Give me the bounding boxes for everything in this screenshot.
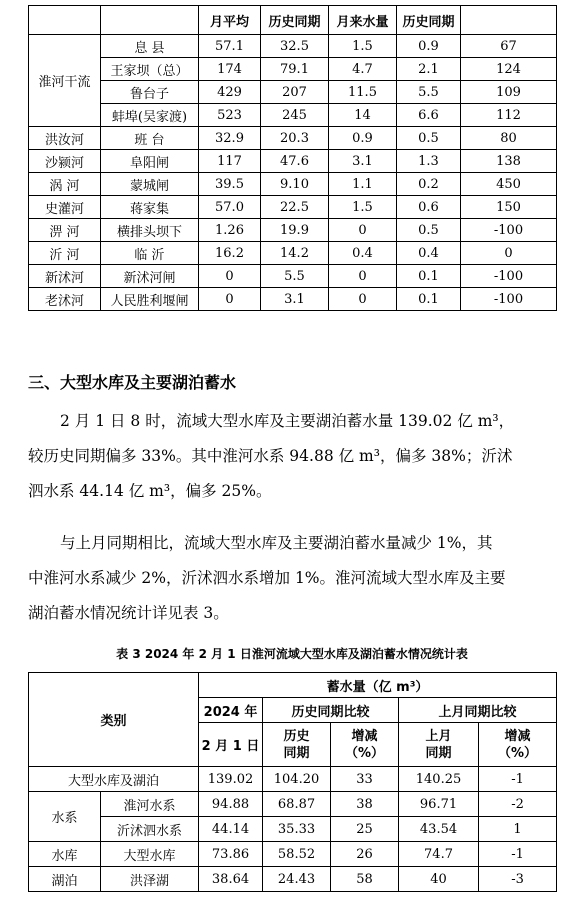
station-cell: 临 沂 — [101, 242, 199, 265]
reservoir-table — [28, 672, 557, 892]
table-row — [29, 127, 557, 150]
value-cell: 43.54 — [399, 817, 479, 842]
river-cell: 沂 河 — [29, 242, 101, 265]
value-cell: 150 — [461, 196, 557, 219]
value-cell: 14.2 — [261, 242, 329, 265]
value-cell: 0.5 — [397, 219, 461, 242]
river-group-cell: 淮河干流 — [29, 35, 101, 127]
header-cell: 历史同期 — [397, 6, 461, 35]
change-header-text: 增减（%） — [344, 728, 385, 761]
river-cell: 史灌河 — [29, 196, 101, 219]
value-cell: 6.6 — [397, 104, 461, 127]
hist-header-text: 历史同期 — [283, 728, 310, 761]
paragraph-comparison — [28, 526, 560, 631]
header-cell: 月平均 — [199, 6, 261, 35]
station-cell: 息 县 — [101, 35, 199, 58]
value-cell: 0.4 — [397, 242, 461, 265]
text-line: 较历史同期偏多 33%。其中淮河水系 94.88 亿 m³，偏多 38%；沂沭 — [28, 447, 513, 465]
value-cell: 40 — [399, 867, 479, 892]
value-cell: 68.87 — [263, 792, 331, 817]
value-cell: 9.10 — [261, 173, 329, 196]
value-cell: 14 — [329, 104, 397, 127]
text-line: 2 月 1 日 8 时，流域大型水库及主要湖泊蓄水量 139.02 亿 m³， — [60, 412, 515, 430]
table-row — [29, 767, 557, 792]
header-cell — [101, 6, 199, 35]
value-cell: 139.02 — [199, 767, 263, 792]
table-row — [29, 58, 557, 81]
header-cell — [461, 6, 557, 35]
value-cell: 5.5 — [261, 265, 329, 288]
value-cell: -3 — [479, 867, 557, 892]
storage-header: 蓄水量（亿 m³） — [199, 673, 557, 698]
value-cell: -100 — [461, 288, 557, 311]
value-cell: 94.88 — [199, 792, 263, 817]
hist-compare-header: 历史同期比较 — [263, 698, 399, 723]
value-cell: 47.6 — [261, 150, 329, 173]
value-cell: 57.0 — [199, 196, 261, 219]
value-cell: 0.2 — [397, 173, 461, 196]
value-cell: 79.1 — [261, 58, 329, 81]
table-row — [29, 196, 557, 219]
flow-table-header — [29, 6, 557, 35]
value-cell: 67 — [461, 35, 557, 58]
table-row — [29, 792, 557, 817]
row-label: 湖泊 — [29, 867, 101, 892]
station-cell: 蒙城闸 — [101, 173, 199, 196]
table-row — [29, 288, 557, 311]
value-cell: 0.1 — [397, 288, 461, 311]
station-cell: 蚌埠(吴家渡) — [101, 104, 199, 127]
row-sublabel: 淮河水系 — [101, 792, 199, 817]
date-header: 2 月 1 日 — [199, 723, 263, 767]
value-cell: 33 — [331, 767, 399, 792]
value-cell: 20.3 — [261, 127, 329, 150]
table-row — [29, 817, 557, 842]
table-row — [29, 219, 557, 242]
value-cell: 140.25 — [399, 767, 479, 792]
change-header-text: 增减（%） — [498, 728, 538, 761]
value-cell: 38.64 — [199, 867, 263, 892]
header-cell: 月来水量 — [329, 6, 397, 35]
value-cell: 3.1 — [329, 150, 397, 173]
value-cell: 25 — [331, 817, 399, 842]
value-cell: 11.5 — [329, 81, 397, 104]
river-cell: 老沭河 — [29, 288, 101, 311]
table-row — [29, 104, 557, 127]
value-cell: 96.71 — [399, 792, 479, 817]
table-row — [29, 867, 557, 892]
value-cell: -1 — [479, 767, 557, 792]
row-sublabel: 洪泽湖 — [101, 867, 199, 892]
text-line: 与上月同期相比，流域大型水库及主要湖泊蓄水量减少 1%，其 — [60, 534, 493, 552]
row-label: 水系 — [29, 792, 101, 842]
value-cell: 44.14 — [199, 817, 263, 842]
table-row — [29, 265, 557, 288]
value-cell: 523 — [199, 104, 261, 127]
table-row — [29, 242, 557, 265]
value-cell: 26 — [331, 842, 399, 867]
river-cell: 沙颍河 — [29, 150, 101, 173]
table-row — [29, 150, 557, 173]
category-header: 类别 — [29, 673, 199, 767]
value-cell: 104.20 — [263, 767, 331, 792]
table-row — [29, 81, 557, 104]
value-cell: 0 — [329, 288, 397, 311]
value-cell: 22.5 — [261, 196, 329, 219]
value-cell: 3.1 — [261, 288, 329, 311]
value-cell: 57.1 — [199, 35, 261, 58]
value-cell: 74.7 — [399, 842, 479, 867]
text-line: 中淮河水系减少 2%，沂沭泗水系增加 1%。淮河流域大型水库及主要 — [28, 569, 506, 587]
header-cell: 历史同期 — [261, 6, 329, 35]
value-cell: 73.86 — [199, 842, 263, 867]
prev-header-text: 上月同期 — [425, 728, 452, 761]
table-header-row — [29, 673, 557, 698]
value-cell: 1.5 — [329, 35, 397, 58]
value-cell: 2.1 — [397, 58, 461, 81]
value-cell: 138 — [461, 150, 557, 173]
value-cell: -100 — [461, 265, 557, 288]
river-cell: 涡 河 — [29, 173, 101, 196]
row-label: 大型水库及湖泊 — [29, 767, 199, 792]
value-cell: 112 — [461, 104, 557, 127]
value-cell: 0.5 — [397, 127, 461, 150]
value-cell: 5.5 — [397, 81, 461, 104]
value-cell: 0 — [199, 288, 261, 311]
flow-table — [28, 5, 557, 311]
value-cell: 35.33 — [263, 817, 331, 842]
table-row — [29, 842, 557, 867]
value-cell: -100 — [461, 219, 557, 242]
value-cell: 19.9 — [261, 219, 329, 242]
value-cell: 245 — [261, 104, 329, 127]
header-cell — [29, 6, 101, 35]
station-cell: 王家坝（总） — [101, 58, 199, 81]
value-cell: -1 — [479, 842, 557, 867]
value-cell: 58 — [331, 867, 399, 892]
station-cell: 横排头坝下 — [101, 219, 199, 242]
value-cell: 80 — [461, 127, 557, 150]
value-cell: 0 — [199, 265, 261, 288]
value-cell: 450 — [461, 173, 557, 196]
value-cell: 32.9 — [199, 127, 261, 150]
value-cell: 58.52 — [263, 842, 331, 867]
value-cell: 1.5 — [329, 196, 397, 219]
value-cell: 0.6 — [397, 196, 461, 219]
value-cell: 0.9 — [397, 35, 461, 58]
value-cell: 1.26 — [199, 219, 261, 242]
river-cell: 新沭河 — [29, 265, 101, 288]
hist-header — [263, 723, 331, 767]
value-cell: 38 — [331, 792, 399, 817]
prev-compare-header: 上月同期比较 — [399, 698, 557, 723]
prev-header — [399, 723, 479, 767]
value-cell: 1 — [479, 817, 557, 842]
table-row — [29, 35, 557, 58]
value-cell: 117 — [199, 150, 261, 173]
station-cell: 人民胜利堰闸 — [101, 288, 199, 311]
value-cell: 174 — [199, 58, 261, 81]
value-cell: 1.1 — [329, 173, 397, 196]
value-cell: -2 — [479, 792, 557, 817]
river-cell: 淠 河 — [29, 219, 101, 242]
value-cell: 24.43 — [263, 867, 331, 892]
value-cell: 207 — [261, 81, 329, 104]
change-header — [479, 723, 557, 767]
table-caption: 表 3 2024 年 2 月 1 日淮河流域大型水库及湖泊蓄水情况统计表 — [116, 647, 468, 661]
year-header: 2024 年 — [199, 698, 263, 723]
value-cell: 0.9 — [329, 127, 397, 150]
river-cell: 洪汝河 — [29, 127, 101, 150]
value-cell: 32.5 — [261, 35, 329, 58]
value-cell: 4.7 — [329, 58, 397, 81]
value-cell: 124 — [461, 58, 557, 81]
value-cell: 1.3 — [397, 150, 461, 173]
value-cell: 16.2 — [199, 242, 261, 265]
value-cell: 429 — [199, 81, 261, 104]
station-cell: 新沭河闸 — [101, 265, 199, 288]
text-line: 泗水系 44.14 亿 m³，偏多 25%。 — [28, 482, 272, 500]
section-heading: 三、大型水库及主要湖泊蓄水 — [28, 373, 237, 392]
value-cell: 0.4 — [329, 242, 397, 265]
paragraph-storage — [28, 404, 560, 509]
station-cell: 班 台 — [101, 127, 199, 150]
value-cell: 39.5 — [199, 173, 261, 196]
value-cell: 0.1 — [397, 265, 461, 288]
station-cell: 阜阳闸 — [101, 150, 199, 173]
station-cell: 蒋家集 — [101, 196, 199, 219]
text-line: 湖泊蓄水情况统计详见表 3。 — [28, 604, 229, 622]
station-cell: 鲁台子 — [101, 81, 199, 104]
row-sublabel: 大型水库 — [101, 842, 199, 867]
value-cell: 0 — [329, 219, 397, 242]
row-sublabel: 沂沭泗水系 — [101, 817, 199, 842]
value-cell: 0 — [461, 242, 557, 265]
value-cell: 0 — [329, 265, 397, 288]
table-row — [29, 173, 557, 196]
row-label: 水库 — [29, 842, 101, 867]
change-header — [331, 723, 399, 767]
value-cell: 109 — [461, 81, 557, 104]
